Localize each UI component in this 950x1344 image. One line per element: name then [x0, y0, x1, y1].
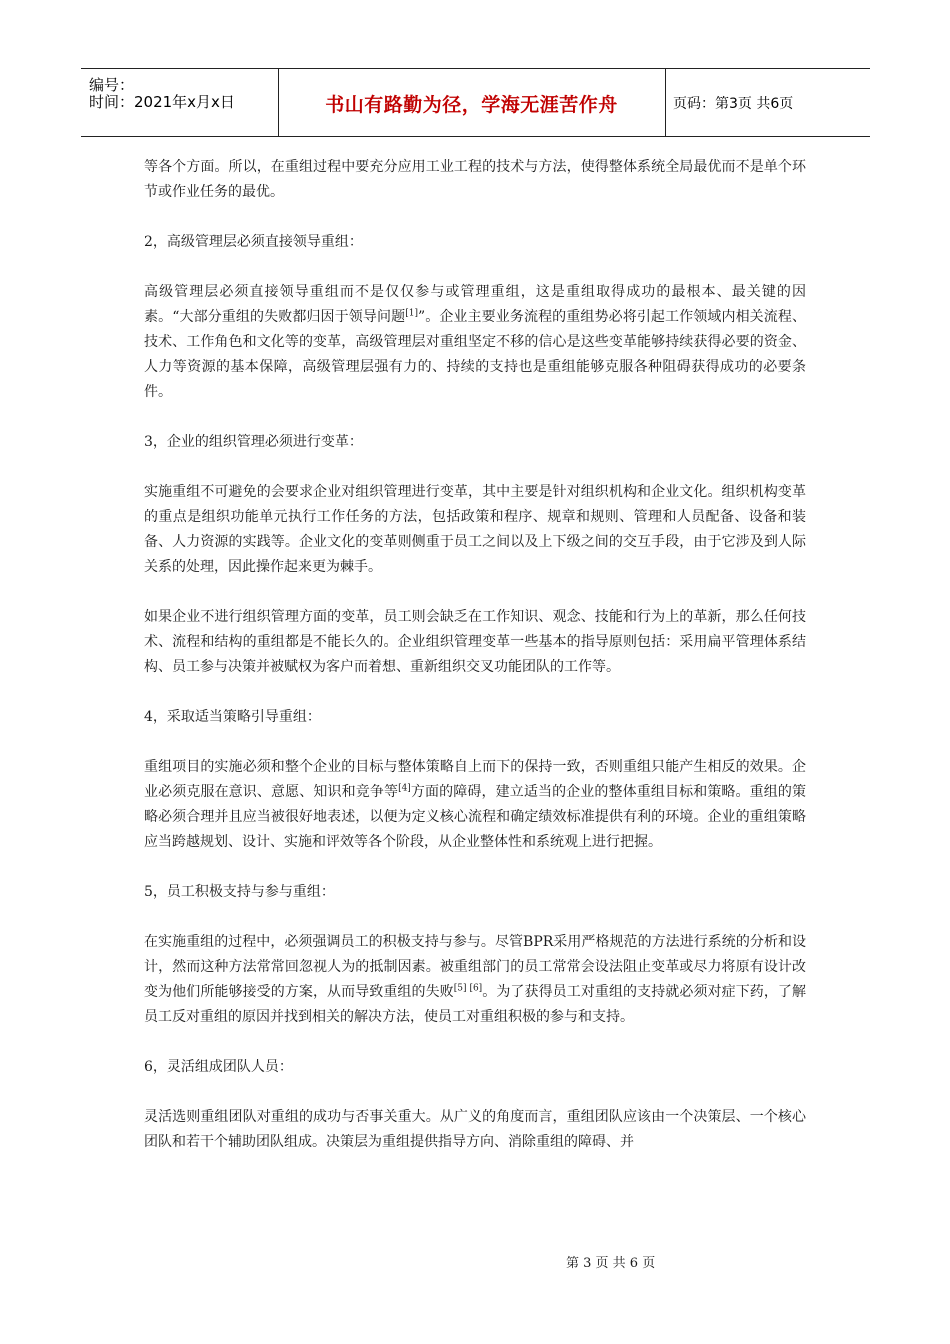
paragraph-text: 。为了获得员工对重组的支持就必须对症下药，了解员工反对重组的原因并找到相关的解决方法，使员工对重组积极的参与和支持。 [144, 984, 807, 1025]
header-page-cell [665, 69, 870, 136]
paragraph-continuation: 等各个方面。所以，在重组过程中要充分应用工业工程的技术与方法，使得整体系统全局最优而不是单个环节或作业任务的最优。 [144, 159, 806, 200]
paragraph-strategy [144, 755, 806, 855]
section-heading-6: 6，灵活组成团队人员： [144, 1059, 293, 1075]
paragraph-organization-2: 如果企业不进行组织管理方面的变革，员工则会缺乏在工作知识、观念、技能和行为上的革新，那么任何技术、流程和结构的重组都是不能长久的。企业组织管理变革一些基本的指导原则包括：采用扁平管理体系结构、员工参与决策并被赋权为客户而着想、重新组织交叉功能团队的工作等。 [144, 609, 806, 675]
paragraph-text: ”。企业主要业务流程的重组势必将引起工作领域内相关流程、技术、工作角色和文化等的变革，高级管理层对重组坚定不移的信心是这些变革能够持续获得必要的资金、人力等资源的基本保障，高级管理层强有力的、持续的支持也是重组能够克服各种阻碍获得成功的必要条件。 [144, 309, 807, 400]
document-date-label: 时间：2021年x月x日 [89, 93, 235, 111]
section-heading-2: 2，高级管理层必须直接领导重组： [144, 234, 363, 250]
header-info-cell [81, 69, 279, 136]
paragraph-text: 高级管理层必须直接领导重组而不是仅仅参与或管理重组，这是重组取得成功的最根本、最关键的因素。“大部分重组的失败都归因于领导问题 [144, 284, 806, 325]
header-page-number: 页码：第3页 共6页 [673, 96, 794, 112]
header-motto-cell [278, 69, 666, 136]
paragraph-leadership [144, 280, 806, 405]
citation-ref: [1] [405, 308, 418, 319]
document-number-label: 编号： [89, 76, 135, 94]
paragraph-team: 灵活选则重组团队对重组的成功与否事关重大。从广义的角度而言，重组团队应该由一个决策层、一个核心团队和若干个辅助团队组成。决策层为重组提供指导方向、消除重组的障碍、并 [144, 1109, 806, 1150]
section-heading-5: 5，员工积极支持与参与重组： [144, 884, 335, 900]
header-motto: 书山有路勤为径，学海无涯苦作舟 [325, 94, 618, 116]
paragraph-employees [144, 930, 806, 1030]
section-heading-3: 3，企业的组织管理必须进行变革： [144, 434, 363, 450]
section-heading-4: 4，采取适当策略引导重组： [144, 709, 321, 725]
document-body [144, 155, 806, 1155]
paragraph-organization: 实施重组不可避免的会要求企业对组织管理进行变革，其中主要是针对组织机构和企业文化。组织机构变革的重点是组织功能单元执行工作任务的方法，包括政策和程序、规章和规则、管理和人员配备、设备和装备、人力资源的实践等。企业文化的变革则侧重于员工之间以及上下级之间的交互手段，由于它涉及到人际关系的处理，因此操作起来更为棘手。 [144, 484, 806, 575]
paragraph-text: 重组项目的实施必须和整个企业的目标与整体策略自上而下的保持一致，否则重组只能产生相反的效果。企业必须克服在意识、意愿、知识和竞争等 [144, 759, 806, 800]
citation-ref: [4] [398, 783, 411, 794]
paragraph-text: 方面的障碍，建立适当的企业的整体重组目标和策略。重组的策略必须合理并且应当被很好地表述，以便为定义核心流程和确定绩效标准提供有利的环境。企业的重组策略应当跨越规划、设计、实施和评效等各个阶段，从企业整体性和系统观上进行把握。 [144, 784, 807, 850]
citation-ref: [5] [6] [453, 983, 483, 994]
paragraph-text: 在实施重组的过程中，必须强调员工的积极支持与参与。尽管BPR采用严格规范的方法进行系统的分析和设计，然而这种方法常常回忽视人为的抵制因素。被重组部门的员工常常会设法阻止变革或尽力将原有设计改变为他们所能够接受的方案，从而导致重组的失败 [144, 934, 806, 1000]
page-header [81, 68, 870, 137]
page-footer: 第 3 页 共 6 页 [566, 1256, 656, 1271]
